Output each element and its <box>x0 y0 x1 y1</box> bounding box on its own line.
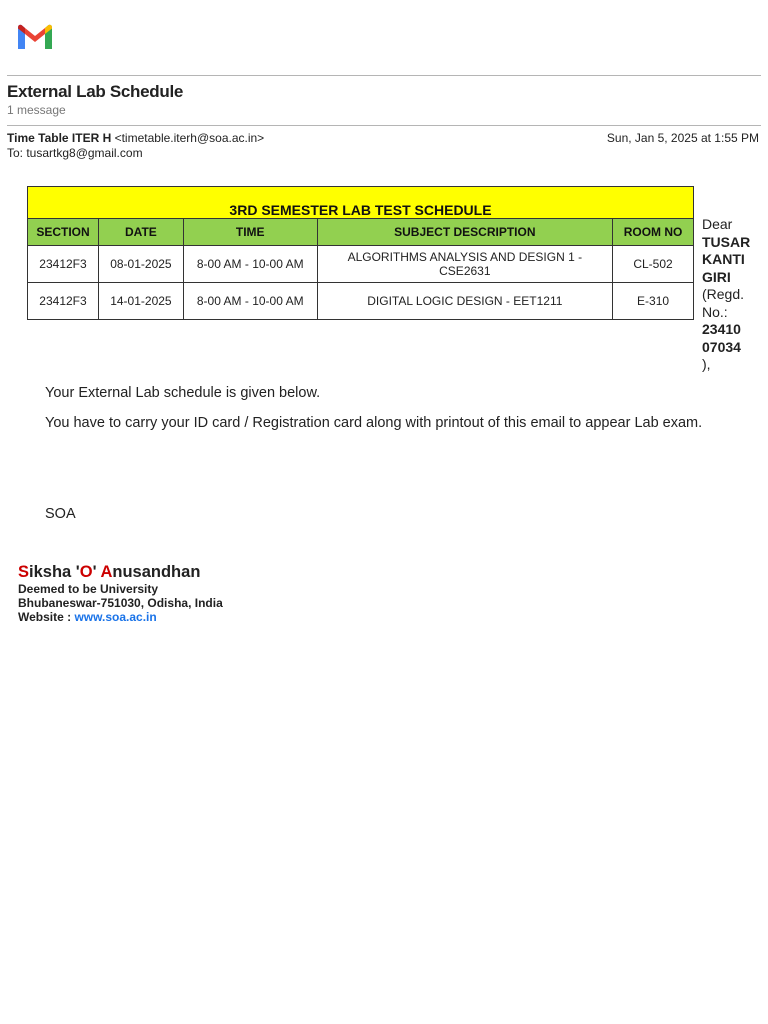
name-part: ' <box>92 563 101 581</box>
table-row <box>28 246 694 283</box>
cell-section: 23412F3 <box>28 283 99 320</box>
cell-subject: DIGITAL LOGIC DESIGN - EET1211 <box>317 283 612 320</box>
col-header-room: ROOM NO <box>613 219 694 246</box>
email-date: Sun, Jan 5, 2025 at 1:55 PM <box>606 131 759 145</box>
col-header-date: DATE <box>98 219 183 246</box>
sender-line <box>7 131 264 145</box>
cell-date: 08-01-2025 <box>98 246 183 283</box>
col-header-time: TIME <box>183 219 317 246</box>
name-part: iksha ' <box>29 563 80 581</box>
university-name <box>18 563 223 582</box>
body-line-instructions: You have to carry your ID card / Registration card along with printout of this email to appear Lab exam. <box>45 415 703 431</box>
body-sign-off: SOA <box>45 506 76 522</box>
schedule-title: 3RD SEMESTER LAB TEST SCHEDULE <box>28 187 694 219</box>
signature-block <box>18 563 223 624</box>
table-row <box>28 283 694 320</box>
cell-time: 8-00 AM - 10-00 AM <box>183 283 317 320</box>
cell-time: 8-00 AM - 10-00 AM <box>183 246 317 283</box>
regd-number-line: 07034 <box>702 338 741 355</box>
regd-number-line: 23410 <box>702 321 741 337</box>
regd-label: (Regd. <box>702 286 745 302</box>
website-link[interactable]: www.soa.ac.in <box>74 610 157 624</box>
gmail-icon[interactable] <box>16 21 54 51</box>
university-tagline: Deemed to be University <box>18 582 159 596</box>
email-subject: External Lab Schedule <box>7 82 184 101</box>
message-count: 1 message <box>7 103 66 117</box>
col-header-subject: SUBJECT DESCRIPTION <box>317 219 612 246</box>
website-label: Website : <box>18 610 75 624</box>
sender-email[interactable]: <timetable.iterh@soa.ac.in> <box>114 131 265 145</box>
greeting <box>702 216 764 374</box>
recipient-name-line: GIRI <box>702 268 731 285</box>
cell-room: E-310 <box>613 283 694 320</box>
greeting-closing: ), <box>702 356 711 372</box>
cell-room: CL-502 <box>613 246 694 283</box>
cell-subject: ALGORITHMS ANALYSIS AND DESIGN 1 - CSE2631 <box>317 246 612 283</box>
top-divider <box>7 75 761 76</box>
name-part: nusandhan <box>112 563 201 581</box>
header-divider <box>7 125 761 126</box>
cell-section: 23412F3 <box>28 246 99 283</box>
col-header-section: SECTION <box>28 219 99 246</box>
recipient-name-line: KANTI <box>702 251 745 267</box>
schedule-table <box>27 186 694 320</box>
sender-name: Time Table ITER H <box>7 131 112 145</box>
university-address: Bhubaneswar-751030, Odisha, India <box>18 596 223 610</box>
recipient-name-line: TUSAR <box>702 233 751 250</box>
cell-date: 14-01-2025 <box>98 283 183 320</box>
name-part: O <box>79 563 93 581</box>
recipient-line: To: tusartkg8@gmail.com <box>7 146 143 160</box>
regd-label: No.: <box>702 303 728 320</box>
name-part: A <box>100 563 113 581</box>
greeting-dear: Dear <box>702 216 733 232</box>
body-line-schedule: Your External Lab schedule is given below. <box>45 385 321 401</box>
name-part: S <box>18 563 30 581</box>
university-website <box>18 610 223 624</box>
